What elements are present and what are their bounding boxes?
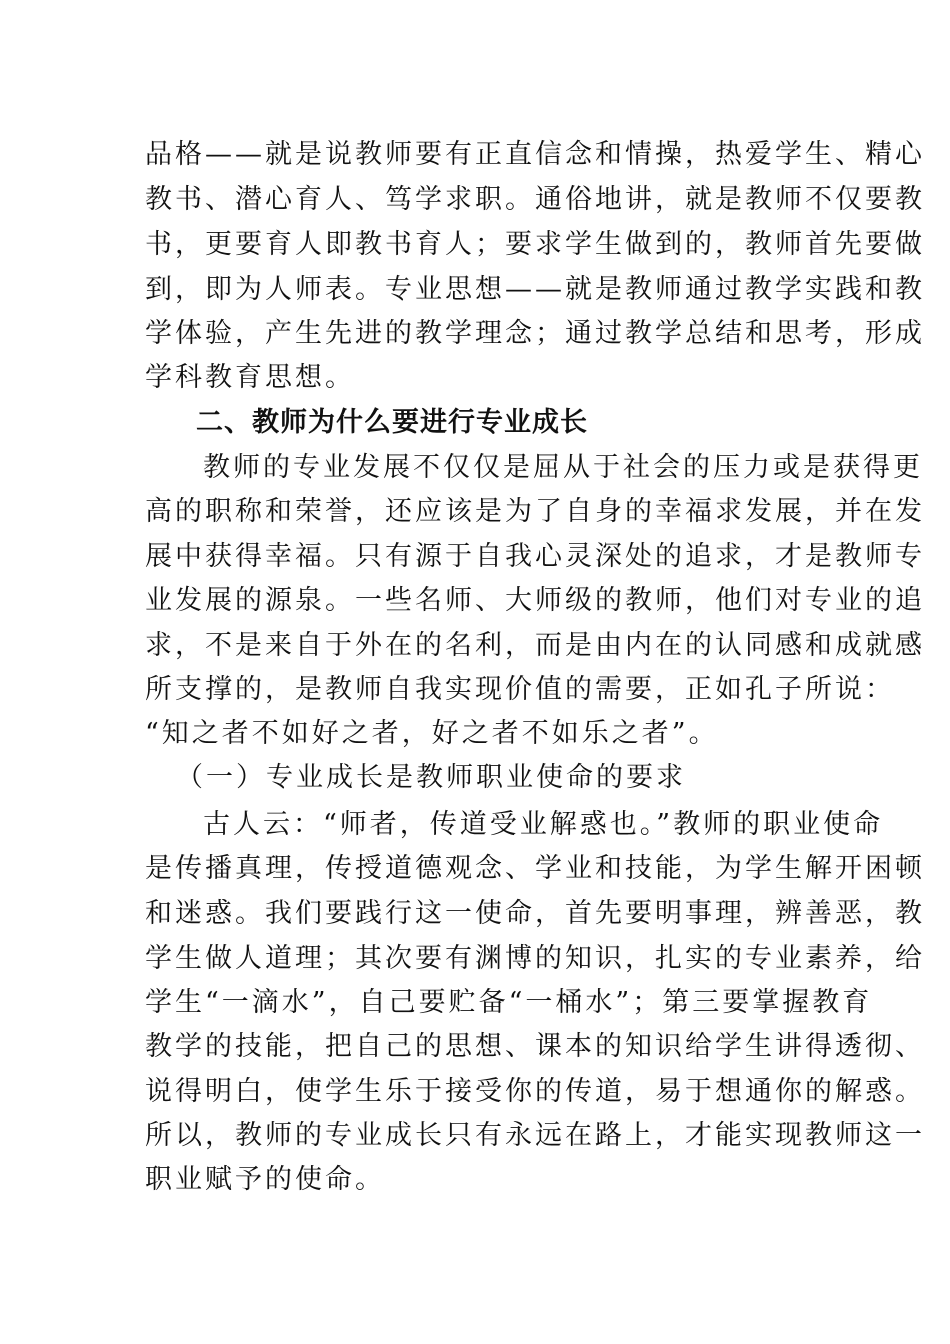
text-line: 学生做人道理；其次要有渊博的知识，扎实的专业素养，给 [145, 943, 925, 974]
text-line: 教师的专业发展不仅仅是屈从于社会的压力或是获得更 [203, 452, 923, 483]
section-heading: 二、教师为什么要进行专业成长 [196, 407, 588, 438]
text-line: 教学的技能，把自己的思想、课本的知识给学生讲得透彻、 [145, 1031, 925, 1062]
text-line: 书，更要育人即教书育人；要求学生做到的，教师首先要做 [145, 229, 925, 260]
text-line: 职业赋予的使命。 [145, 1164, 385, 1195]
text-line: “知之者不如好之者，好之者不如乐之者”。 [145, 718, 719, 749]
text-line: 和迷惑。我们要践行这一使命，首先要明事理，辨善恶，教 [145, 898, 925, 929]
text-line: 是传播真理，传授道德观念、学业和技能，为学生解开困顿 [145, 853, 925, 884]
text-line: 求，不是来自于外在的名利，而是由内在的认同感和成就感 [145, 630, 925, 661]
text-line: 说得明白，使学生乐于接受你的传道，易于想通你的解惑。 [145, 1076, 925, 1107]
text-line: 到，即为人师表。专业思想——就是教师通过教学实践和教 [145, 274, 925, 305]
text-line: 展中获得幸福。只有源于自我心灵深处的追求，才是教师专 [145, 541, 925, 572]
text-line: 品格——就是说教师要有正直信念和情操，热爱学生、精心 [145, 139, 925, 170]
text-line: 业发展的源泉。一些名师、大师级的教师，他们对专业的追 [145, 585, 925, 616]
text-line: 所以，教师的专业成长只有永远在路上，才能实现教师这一 [145, 1120, 925, 1151]
text-line: 学生“一滴水”，自己要贮备“一桶水”；第三要掌握教育 [145, 987, 873, 1018]
text-line: 所支撑的，是教师自我实现价值的需要，正如孔子所说： [145, 674, 895, 705]
text-line: 古人云：“师者，传道受业解惑也。”教师的职业使命 [203, 809, 884, 840]
text-line: 高的职称和荣誉，还应该是为了自身的幸福求发展，并在发 [145, 496, 925, 527]
text-line: 学体验，产生先进的教学理念；通过教学总结和思考，形成 [145, 318, 925, 349]
subsection-heading: （一）专业成长是教师职业使命的要求 [176, 762, 686, 793]
text-line: 教书、潜心育人、笃学求职。通俗地讲，就是教师不仅要教 [145, 184, 925, 215]
text-line: 学科教育思想。 [145, 362, 355, 393]
